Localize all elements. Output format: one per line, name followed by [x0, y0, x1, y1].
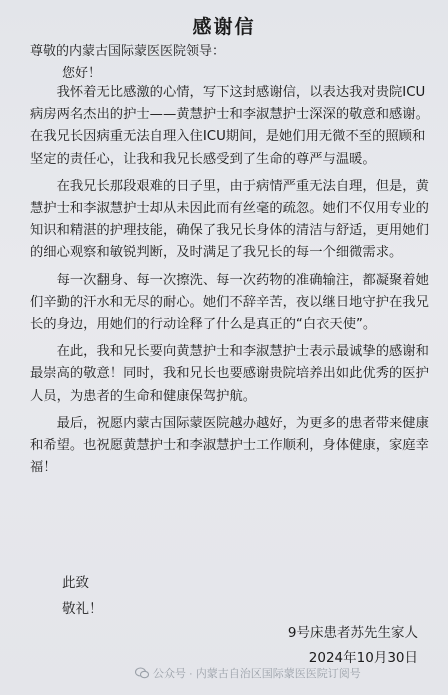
wechat-icon: [135, 667, 149, 679]
paragraph-4: 在此，我和兄长要向黄慧护士和李淑慧护士表示最诚挚的感谢和最崇高的敬意！同时，我和兄长也要感谢贵院培养出如此优秀的医护人员，为患者的生命和健康保驾护航。: [30, 344, 429, 404]
paragraph-1: 我怀着无比感激的心情，写下这封感谢信，以表达我对贵院ICU病房两名杰出的护士——黄慧护士和李淑慧护士深深的敬意和感谢。在我兄长因病重无法自理入住ICU期间，是她们用无微不至的照顾和坚定的责任心，让我和我兄长感受到了生命的尊严与温暖。: [30, 85, 429, 167]
paragraph-3: 每一次翻身、每一次擦洗、每一次药物的准确输注，都凝聚着她们辛勤的汗水和无尽的耐心。她们不辞辛苦，夜以继日地守护在我兄长的身边，用她们的行动诠释了什么是真正的“白衣天使”。: [30, 272, 429, 333]
paragraph-2: 在我兄长那段艰难的日子里，由于病情严重无法自理，但是，黄慧护士和李淑慧护士却从未因此而有丝毫的疏忽。她们不仅用专业的知识和精湛的护理技能，确保了我兄长身体的清洁与舒适，更用她们的细心观察和敏锐判断，及时满足了我兄长的每一个细微需求。: [30, 178, 429, 261]
letter-title: 感谢信: [192, 16, 256, 38]
paragraph-5: 最后，祝愿内蒙古国际蒙医院越办越好，为更多的患者带来健康和希望。也祝愿黄慧护士和李淑慧护士工作顺利，身体健康，家庭幸福！: [30, 415, 429, 476]
closing-line-1: 此致: [62, 575, 89, 591]
greeting: 您好！: [62, 66, 102, 81]
salutation: 尊敬的内蒙古国际蒙医医院领导：: [30, 44, 226, 59]
closing-line-2: 敬礼！: [62, 601, 103, 617]
watermark: [135, 665, 361, 681]
watermark-text: 公众号 · 内蒙古自治区国际蒙医医院订阅号: [153, 668, 361, 680]
signer: 9号床患者苏先生家人: [287, 625, 418, 641]
letter-body: [30, 82, 432, 484]
letter-date: 2024年10月30日: [308, 650, 418, 666]
